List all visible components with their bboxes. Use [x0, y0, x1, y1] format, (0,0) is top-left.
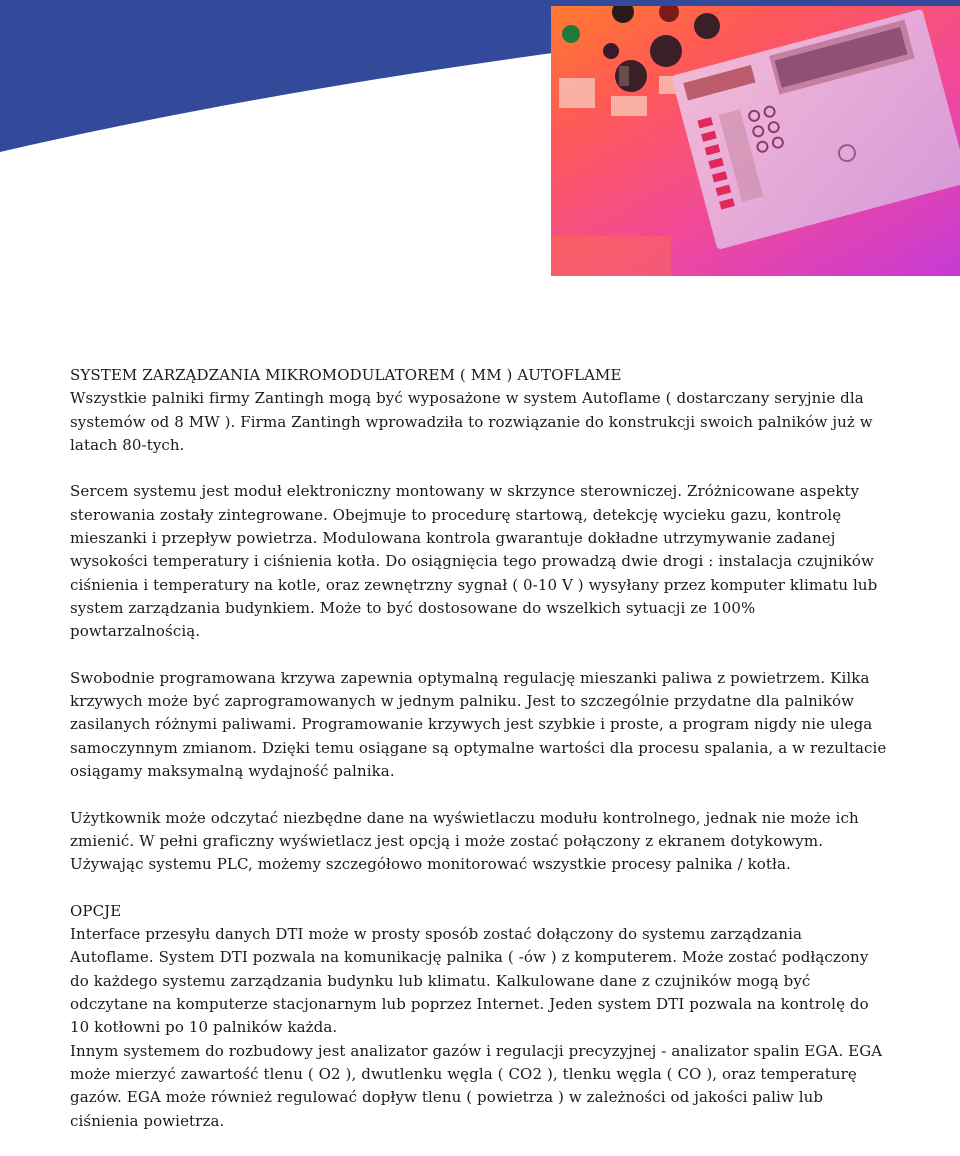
intro-paragraph: Wszystkie palniki firmy Zantingh mogą być wyposażone w system Autoflame ( dostarczany seryjnie dla systemów od 8 MW ). Firma Zantingh wprowadziła to rozwiązanie do konstrukcji swoich palników już w latach 80-tych. [70, 389, 873, 454]
article-body [70, 364, 890, 1133]
selector-knob-icon [694, 13, 720, 39]
options-paragraph-2: Innym systemem do rozbudowy jest analizator gazów i regulacji precyzyjnej - analizator spalin EGA. EGA może mierzyć zawartość tlenu ( O2 ), dwutlenku węgla ( CO2 ), tlenku węgla ( CO ), oraz temperaturę gazów. EGA może również regulować dopływ tlenu ( powietrza ) w zależności od jakości paliw lub ciśnienia powietrza. [70, 1041, 883, 1130]
options-heading: OPCJE [70, 901, 122, 920]
selector-knob-icon [650, 35, 682, 67]
control-panel-photo [551, 6, 960, 276]
heading: SYSTEM ZARZĄDZANIA MIKROMODULATOREM ( MM ) AUTOFLAME [70, 366, 622, 384]
body-paragraph-2: Swobodnie programowana krzywa zapewnia optymalną regulację mieszanki paliwa z powietrzem. Kilka krzywych może być zaprogramowanych w jednym palniku. Jest to szczególnie przydatne dla palników zasilanych różnymi paliwami. Programowanie krzywych jest szybkie i proste, a program nigdy nie ulega samoczynnym zmianom. Dzięki temu osiągane są optymalne wartości dla procesu spalania, a w rezultacie osiągamy maksymalną wydajność palnika. [70, 668, 887, 781]
green-indicator-light [562, 25, 580, 43]
body-paragraph-3: Użytkownik może odczytać niezbędne dane na wyświetlaczu modułu kontrolnego, jednak nie może ich zmienić. W pełni graficzny wyświetlacz jest opcją i może zostać połączony z ekranem dotykowym. Używając systemu PLC, możemy szczegółowo monitorować wszystkie procesy palnika / kotła. [70, 808, 859, 874]
options-paragraph-1: Interface przesyłu danych DTI może w prosty sposób zostać dołączony do systemu zarządzania Autoflame. System DTI pozwala na komunikację palnika ( -ów ) z komputerem. Może zostać podłączony do każdego systemu zarządzania budynku lub klimatu. Kalkulowane dane z czujników mogą być odczytane na komputerze stacjonarnym lub poprzez Internet. Jeden system DTI pozwala na kontrolę do 10 kotłowni po 10 palników każda. [70, 925, 869, 1037]
body-paragraph-1: Sercem systemu jest moduł elektroniczny montowany w skrzynce sterowniczej. Zróżnicowane aspekty sterowania zostały zintegrowane. Obejmuje to procedurę startową, detekcję wycieku gazu, kontrolę mieszanki i przepływ powietrza. Modulowana kontrola gwarantuje dokładne utrzymywanie zadanej wysokości temperatury i ciśnienia kotła. Do osiągnięcia tego prowadzą dwie drogi : instalacja czujników ciśnienia i temperatury na kotle, oraz zewnętrzny sygnał ( 0-10 V ) wysyłany przez komputer klimatu lub system zarządzania budynkiem. Może to być dostosowane do wszelkich sytuacji ze 100% powtarzalnością. [70, 482, 878, 641]
